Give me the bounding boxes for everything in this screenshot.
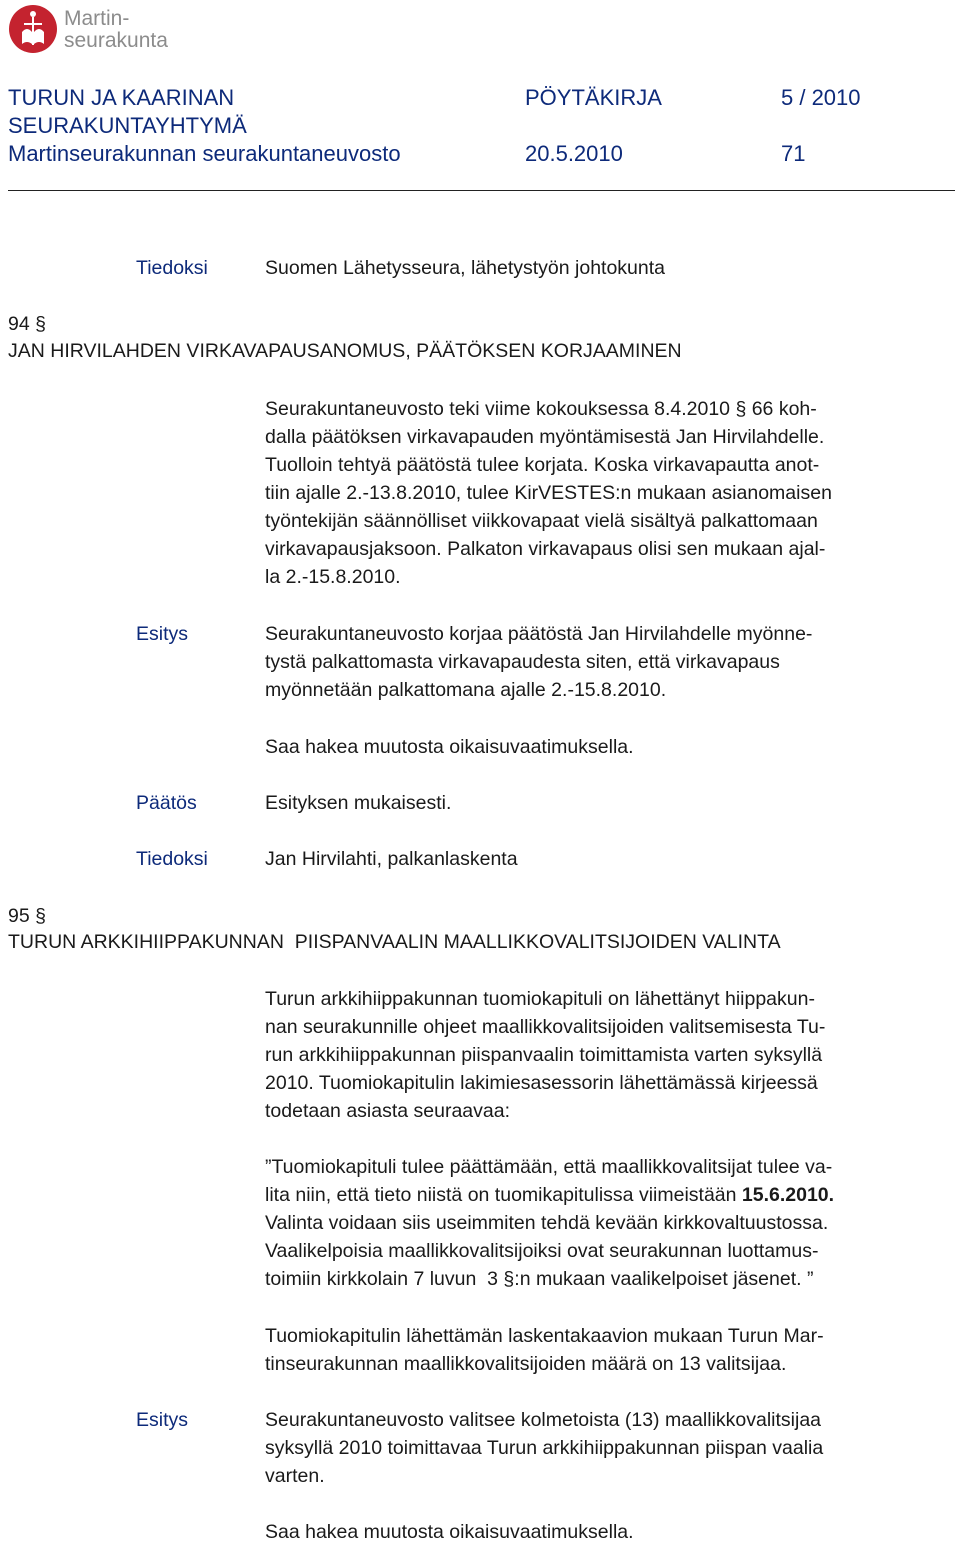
section-95-title: TURUN ARKKIHIIPPAKUNNAN PIISPANVAALIN MAALLIKKOVALITSIJOIDEN VALINTA xyxy=(8,931,781,953)
s94-intro-line: dalla päätöksen virkavapauden myöntämisestä Jan Hirvilahdelle. xyxy=(265,426,825,448)
header-doc-number: 5 / 2010 xyxy=(781,85,861,110)
header-body-name: Martinseurakunnan seurakuntaneuvosto xyxy=(8,141,401,166)
s95-esitys-line: syksyllä 2010 toimittavaa Turun arkkihiippakunnan piispan vaalia xyxy=(265,1437,824,1459)
logo-name-line2: seurakunta xyxy=(64,29,168,52)
header-doc-type: PÖYTÄKIRJA xyxy=(525,85,662,110)
s94-intro-line: la 2.-15.8.2010. xyxy=(265,566,401,588)
s94-tiedoksi-text: Jan Hirvilahti, palkanlaskenta xyxy=(265,848,518,870)
s94-paatos-label: Päätös xyxy=(136,792,197,814)
section-94-number: 94 § xyxy=(8,313,46,335)
s95-quote-line-deadline xyxy=(265,1181,834,1209)
s94-esitys-label: Esitys xyxy=(136,623,189,645)
section-95-number: 95 § xyxy=(8,905,46,927)
s94-intro-line: työntekijän säännölliset viikkovapaat vielä sisältyä palkattomaan xyxy=(265,510,818,532)
s95-count-line: Tuomiokapitulin lähettämän laskentakaavion mukaan Turun Mar- xyxy=(265,1325,824,1347)
s94-intro-line: tiin ajalle 2.-13.8.2010, tulee KirVESTES:n mukaan asianomaisen xyxy=(265,482,832,504)
church-logo xyxy=(8,4,58,54)
s95-esitys-line: varten. xyxy=(265,1465,325,1487)
header-page-number: 71 xyxy=(781,141,806,166)
s95-intro-line: nan seurakunnille ohjeet maallikkovalitsijoiden valitsemisesta Tu- xyxy=(265,1016,826,1038)
tiedoksi-text: Suomen Lähetysseura, lähetystyön johtokunta xyxy=(265,257,666,279)
s95-intro-line: 2010. Tuomiokapitulin lakimiesasessorin lähettämässä kirjeessä xyxy=(265,1072,818,1094)
header-org-line1: TURUN JA KAARINAN xyxy=(8,85,235,110)
s95-esitys-label: Esitys xyxy=(136,1409,189,1431)
s94-esitys-line: Seurakuntaneuvosto korjaa päätöstä Jan Hirvilahdelle myönne- xyxy=(265,623,813,645)
s95-quote-text: lita niin, että tieto niistä on tuomikapitulissa viimeistään xyxy=(265,1184,742,1206)
church-emblem-icon xyxy=(8,4,58,54)
section-94-title: JAN HIRVILAHDEN VIRKAVAPAUSANOMUS, PÄÄTÖKSEN KORJAAMINEN xyxy=(8,340,682,362)
s95-quote-line: toimiin kirkkolain 7 luvun 3 §:n mukaan vaalikelpoiset jäsenet. ” xyxy=(265,1268,814,1290)
s94-intro-line: virkavapausjaksoon. Palkaton virkavapaus olisi sen mukaan ajal- xyxy=(265,538,826,560)
s95-quote-line: Valinta voidaan siis useimmiten tehdä kevään kirkkovaltuustossa. xyxy=(265,1212,829,1234)
header-divider xyxy=(8,190,955,191)
s94-intro-line: Tuolloin tehtyä päätöstä tulee korjata. Koska virkavapautta anot- xyxy=(265,454,820,476)
s95-count-line: tinseurakunnan maallikkovalitsijoiden määrä on 13 valitsijaa. xyxy=(265,1353,787,1375)
s95-intro-line: run arkkihiippakunnan piispanvaalin toimittamista varten syksyllä xyxy=(265,1044,823,1066)
s94-appeal-note: Saa hakea muutosta oikaisuvaatimuksella. xyxy=(265,736,634,758)
s94-intro-line: Seurakuntaneuvosto teki viime kokouksessa 8.4.2010 § 66 koh- xyxy=(265,398,817,420)
header-org-line2: SEURAKUNTAYHTYMÄ xyxy=(8,113,247,138)
s95-appeal-note: Saa hakea muutosta oikaisuvaatimuksella. xyxy=(265,1521,634,1543)
s95-deadline-date: 15.6.2010. xyxy=(741,1184,835,1206)
s95-intro-line: Turun arkkihiippakunnan tuomiokapituli on lähettänyt hiippakun- xyxy=(265,988,815,1010)
header-date: 20.5.2010 xyxy=(525,141,623,166)
s94-esitys-line: tystä palkattomasta virkavapaudesta siten, että virkavapaus xyxy=(265,651,780,673)
s95-intro-line: todetaan asiasta seuraavaa: xyxy=(265,1100,511,1122)
s95-quote-line: ”Tuomiokapituli tulee päättämään, että maallikkovalitsijat tulee va- xyxy=(265,1156,833,1178)
logo-name-line1: Martin- xyxy=(64,7,130,30)
s94-tiedoksi-label: Tiedoksi xyxy=(136,848,208,870)
s95-esitys-line: Seurakuntaneuvosto valitsee kolmetoista (13) maallikkovalitsijaa xyxy=(265,1409,822,1431)
s94-esitys-line: myönnetään palkattomana ajalle 2.-15.8.2010. xyxy=(265,679,667,701)
tiedoksi-label: Tiedoksi xyxy=(136,257,208,279)
s94-paatos-text: Esityksen mukaisesti. xyxy=(265,792,452,814)
s95-quote-line: Vaalikelpoisia maallikkovalitsijoiksi ovat seurakunnan luottamus- xyxy=(265,1240,819,1262)
